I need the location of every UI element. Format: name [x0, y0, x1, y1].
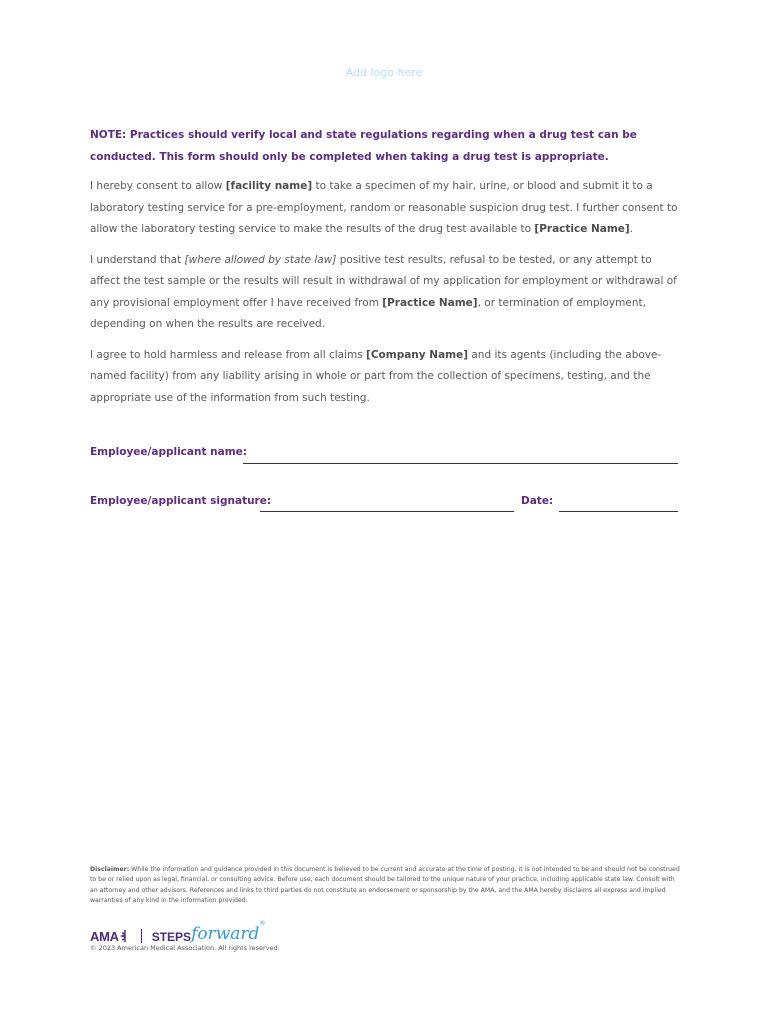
disclaimer — [90, 865, 680, 906]
release-text-2: and its agents (including the above-named facility) from any liability arising in whole or part from the collection of specimens, testing, and the appropriate use of the information from such testing. — [90, 348, 662, 404]
ama-logo — [90, 929, 131, 944]
applicant-name-label: Employee/applicant name: — [90, 446, 247, 458]
applicant-name-field[interactable] — [243, 463, 678, 464]
note-text: NOTE: Practices should verify local and state regulations regarding when a drug test can be conducted. This form should only be completed when taking a drug test is appropriate. — [90, 129, 637, 163]
practice-name-placeholder: [Practice Name] — [534, 223, 630, 235]
consent-text-2: to take a specimen of my hair, urine, or blood and submit it to a laboratory testing service for a pre-employment, random or reasonable suspicion drug test. I further consent to allow the laboratory testing service to make the results of the drug test available to — [90, 180, 678, 235]
date-label: Date: — [521, 495, 554, 507]
ama-logo-text: AMA — [90, 929, 119, 944]
forward-logo-text: forward — [191, 924, 260, 944]
practice-name-placeholder: [Practice Name] — [382, 296, 478, 309]
release-paragraph — [90, 345, 678, 410]
facility-name-placeholder: [facility name] — [225, 180, 313, 192]
state-law-placeholder: [where allowed by state law] — [184, 253, 337, 266]
logo-placeholder: Add logo here — [345, 66, 423, 79]
understanding-paragraph — [90, 250, 678, 336]
consent-text-1: I hereby consent to allow — [90, 180, 226, 192]
understanding-text-3: , or termination of employment, depending on when the results are received. — [90, 296, 646, 330]
footer-logos — [90, 920, 265, 944]
date-field[interactable] — [559, 511, 678, 512]
understanding-text-2: positive test results, refusal to be tested, or any attempt to affect the test sample or the results will result in withdrawal of my application for employment or withdrawal of any provisional employment offer I have received from — [90, 253, 677, 309]
consent-text-3: . — [629, 223, 634, 235]
disclaimer-label: Disclaimer: — [90, 866, 130, 873]
applicant-signature-label: Employee/applicant signature: — [90, 495, 272, 507]
copyright-text: © 2023 American Medical Association. All rights reserved. — [90, 944, 280, 952]
registered-mark: ® — [259, 920, 266, 927]
company-name-placeholder: [Company Name] — [366, 348, 469, 361]
steps-logo-text: STEPS — [151, 930, 192, 944]
release-text-1: I agree to hold harmless and release from all claims — [90, 348, 367, 361]
form-body — [90, 124, 678, 418]
understanding-text-1: I understand that — [90, 253, 185, 266]
logo-divider — [141, 929, 142, 943]
ama-staff-icon — [119, 930, 131, 942]
applicant-signature-field[interactable] — [260, 511, 514, 512]
disclaimer-text: While the information and guidance provided in this document is believed to be current and accurate at the time of posting, it is not intended to be and should not be construed to be or relied upon as legal, financial, or consulting advice. Before use, each document should be tailored to the unique nature of your practice, including applicable state law. Consult with an attorney and other advisors. References and links to third parties do not constitute an endorsement or sponsorship by the AMA, and the AMA hereby disclaims all express and implied warranties of any kind in the information provided. — [90, 866, 680, 904]
consent-paragraph — [90, 176, 678, 241]
